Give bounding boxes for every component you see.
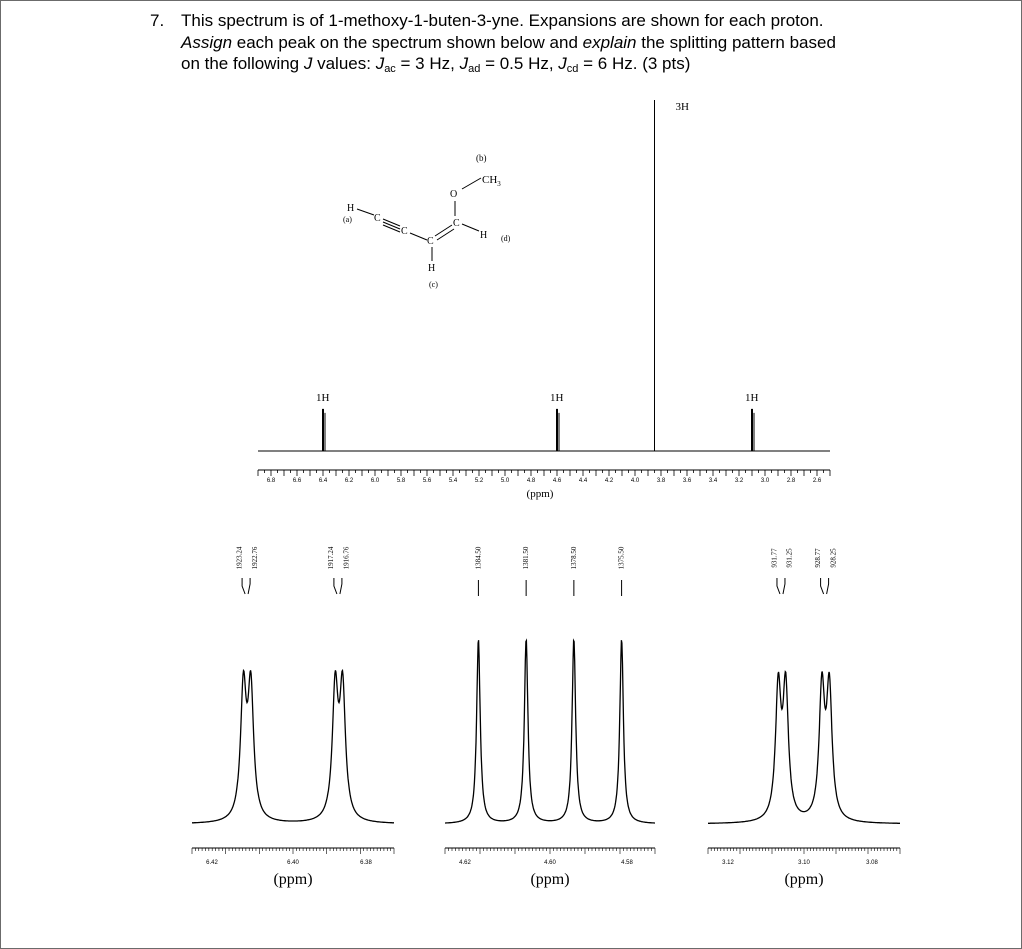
j-symbol: J xyxy=(303,54,313,73)
label-c: (c) xyxy=(429,280,438,289)
ch3-text: CH xyxy=(482,174,498,186)
expansion-tick-label: 6.40 xyxy=(287,860,299,866)
h-d-atom: H xyxy=(480,230,488,241)
peak-hz-label: 1378.50 xyxy=(569,546,578,570)
h-c-atom: H xyxy=(428,263,436,274)
label-b: (b) xyxy=(476,153,487,163)
axis-tick-label: 5.6 xyxy=(422,478,432,484)
integral-label: 1H xyxy=(316,392,330,404)
expansion-axis-title: (ppm) xyxy=(273,871,313,888)
axis-tick-label: 4.4 xyxy=(578,478,588,484)
peak-hz-label: 1916.76 xyxy=(342,546,351,570)
expansion-axis-title: (ppm) xyxy=(784,871,824,888)
jac-value: = 3 Hz, xyxy=(395,54,460,73)
jad-subscript: ad xyxy=(468,63,481,75)
expansion-line-shape xyxy=(192,670,394,823)
peak-label-connector xyxy=(821,578,824,594)
axis-tick-label: 5.0 xyxy=(500,478,510,484)
peak-hz-label: 1381.50 xyxy=(522,546,531,570)
axis-tick-label: 3.4 xyxy=(708,478,718,484)
expansion-panel-3 xyxy=(708,548,900,888)
peak-hz-label: 928.25 xyxy=(829,548,838,568)
peak-hz-label: 931.25 xyxy=(785,548,794,568)
carbon-4: C xyxy=(453,218,460,229)
bond-h-c1 xyxy=(357,209,374,215)
explain-word: explain xyxy=(582,32,637,52)
expansion-axis-title: (ppm) xyxy=(530,871,570,888)
expansion-tick-label: 4.58 xyxy=(621,860,633,866)
axis-tick-label: 6.4 xyxy=(318,478,328,484)
oxygen-atom: O xyxy=(450,189,458,200)
peak-hz-label: 1922.76 xyxy=(250,546,259,570)
triple-bond-2 xyxy=(383,222,400,229)
question-line-3-values: values: xyxy=(312,54,376,73)
carbon-1: C xyxy=(374,213,381,224)
axis-tick-label: 3.8 xyxy=(656,478,666,484)
expansion-tick-label: 3.08 xyxy=(866,860,878,866)
expansion-tick-label: 4.60 xyxy=(544,860,556,866)
molecule-structure xyxy=(343,153,511,289)
question-line-2-end: the splitting pattern based xyxy=(636,32,836,52)
integral-label: 1H xyxy=(550,392,564,404)
axis-tick-label: 5.2 xyxy=(474,478,484,484)
axis-tick-label: 4.6 xyxy=(552,478,562,484)
peak-hz-label: 1923.24 xyxy=(235,546,244,570)
expansion-tick-label: 4.62 xyxy=(459,860,471,866)
question-line-2-text: each peak on the spectrum shown below and xyxy=(232,32,583,52)
carbon-3: C xyxy=(427,236,434,247)
bond-o-ch3 xyxy=(462,178,481,189)
expansion-panel-2 xyxy=(445,546,655,888)
peak-hz-label: 1384.50 xyxy=(474,546,483,570)
bond-c2-c3 xyxy=(410,233,427,240)
axis-tick-label: 5.8 xyxy=(396,478,406,484)
peak-hz-label: 1375.50 xyxy=(617,546,626,570)
integral-label: 3H xyxy=(675,101,689,113)
axis-tick-label: 4.0 xyxy=(630,478,640,484)
double-bond-1 xyxy=(435,225,452,236)
axis-tick-label: 5.4 xyxy=(448,478,458,484)
jcd-symbol: J xyxy=(558,54,567,73)
peak-label-connector xyxy=(783,578,785,594)
expansion-tick-label: 6.42 xyxy=(206,860,218,866)
question-line-1-text: This spectrum is of 1-methoxy-1-buten-3-yne. Expansions are shown for each proton. xyxy=(181,11,824,30)
expansion-line-shape xyxy=(708,672,900,824)
question-line-3-start: on the following xyxy=(181,54,304,73)
question-number: 7. xyxy=(150,11,165,30)
axis-tick-label: 6.6 xyxy=(292,478,302,484)
expansion-panel-1 xyxy=(192,546,394,888)
jac-symbol: J xyxy=(375,54,385,73)
axis-title: (ppm) xyxy=(526,488,554,500)
main-spectrum xyxy=(258,100,830,500)
carbon-2: C xyxy=(401,226,408,237)
axis-tick-label: 6.8 xyxy=(266,478,276,484)
jcd-value: = 6 Hz. (3 pts) xyxy=(578,54,691,73)
peak-label-connector xyxy=(334,578,337,594)
h-a-atom: H xyxy=(347,203,355,214)
jcd-subscript: cd xyxy=(566,63,579,75)
axis-tick-label: 3.6 xyxy=(682,478,692,484)
peak-label-connector xyxy=(827,578,829,594)
peak-label-connector xyxy=(777,578,780,594)
jad-value: = 0.5 Hz, xyxy=(480,54,559,73)
label-d: (d) xyxy=(501,234,511,243)
axis-tick-label: 2.8 xyxy=(786,478,796,484)
axis-tick-label: 3.2 xyxy=(734,478,744,484)
jad-symbol: J xyxy=(459,54,469,73)
expansion-line-shape xyxy=(445,640,655,823)
double-bond-2 xyxy=(437,229,454,240)
assign-word: Assign xyxy=(181,32,233,52)
peak-label-connector xyxy=(340,578,342,594)
axis-tick-label: 3.0 xyxy=(760,478,770,484)
axis-tick-label: 6.2 xyxy=(344,478,354,484)
integral-label: 1H xyxy=(745,392,759,404)
axis-tick-label: 4.2 xyxy=(604,478,614,484)
triple-bond-3 xyxy=(383,225,400,232)
axis-tick-label: 6.0 xyxy=(370,478,380,484)
jac-subscript: ac xyxy=(384,63,396,75)
triple-bond-1 xyxy=(383,219,400,226)
bond-c4-h xyxy=(462,224,479,231)
label-a: (a) xyxy=(343,215,352,224)
axis-tick-label: 2.6 xyxy=(812,478,822,484)
peak-label-connector xyxy=(242,578,245,594)
axis-tick-label: 4.8 xyxy=(526,478,536,484)
ch3-subscript: 3 xyxy=(497,180,501,188)
peak-hz-label: 931.77 xyxy=(770,548,779,568)
expansion-tick-label: 3.12 xyxy=(722,860,734,866)
ch3-group xyxy=(482,174,501,188)
expansion-tick-label: 3.10 xyxy=(798,860,810,866)
peak-hz-label: 928.77 xyxy=(813,548,822,568)
peak-hz-label: 1917.24 xyxy=(327,546,336,570)
expansion-tick-label: 6.38 xyxy=(360,860,372,866)
peak-label-connector xyxy=(248,578,250,594)
